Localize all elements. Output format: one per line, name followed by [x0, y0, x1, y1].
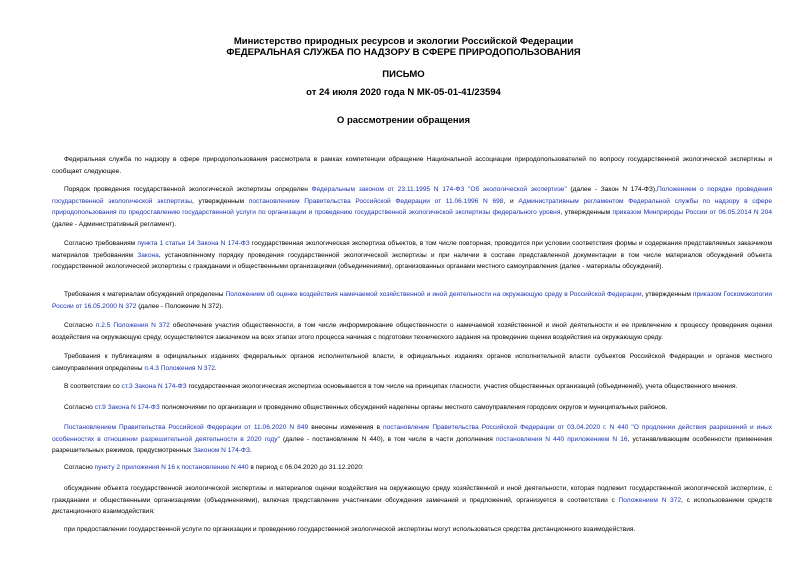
paragraph-text: Согласно [64, 464, 95, 471]
paragraph-text: в период с 06.04.2020 до 31.12.2020: [248, 464, 364, 471]
link-regulation-372[interactable]: Положением N 372 [618, 496, 682, 504]
ministry-title: Министерство природных ресурсов и экологии Российской Федерации [233, 36, 574, 47]
paragraph-text: Согласно [64, 404, 95, 411]
paragraph-10 [52, 462, 772, 474]
paragraph-text: , утвержденным [641, 291, 693, 298]
paragraph-text: , устанавливающим особенности применения разрешительных режимов, предусмотренных [52, 435, 772, 454]
paragraph-text: государственная экологическая экспертиза основывается в том числе на принципах гласности, участия общественных организаций (объединений), учета общественного мнения. [186, 383, 738, 390]
paragraph-1 [52, 154, 772, 177]
link-order-372[interactable]: приказом Госкомэкологии России от 16.05.2000 N 372 [52, 291, 773, 310]
paragraph-text: , установленному порядку проведения государственной экологической экспертизы и при наличии в составе представленной документации в том числе материалов обсуждений объекта государственной экологической экспертизы с гражданами и общественными организациями (объединениями), организованных органами местного самоуправления (далее - материалы обсуждений). [52, 251, 772, 270]
paragraph-text: , и [503, 197, 519, 205]
paragraph-text: , с использованием средств дистанционного взаимодействия; [52, 496, 772, 515]
paragraph-12 [52, 524, 772, 536]
link-law-174fz-short[interactable]: Законом N 174-ФЗ [193, 447, 250, 454]
link-law-174fz[interactable]: Федеральным законом от 23.11.1995 N 174-ФЗ "Об экологической экспертизе" [311, 186, 567, 193]
paragraph-text: Согласно [64, 322, 96, 329]
paragraph-2 [52, 184, 772, 230]
document-type: ПИСЬМО [382, 69, 425, 80]
link-government-decree-698[interactable]: постановлением Правительства Российской Федерации от 11.06.1996 N 698 [248, 197, 504, 205]
paragraph-text: (далее - Закон N 174-ФЗ), [566, 186, 657, 193]
paragraph-text: Федеральная служба по надзору в сфере природопользования рассмотрела в рамках компетенции обращение Национальной ассоциации природопользователей по вопросу государственной экологической экспертизы и сообщает следующее. [52, 156, 772, 175]
paragraph-6 [52, 351, 772, 374]
link-regulation-ovos[interactable]: Положением об оценке воздействия намечаемой хозяйственной и иной деятельности на окружающую среду в Российской Федерации [225, 291, 642, 298]
link-clause-4-3[interactable]: п.4.3 Положения N 372 [144, 364, 215, 372]
paragraph-text: Требования к публикациям в официальных изданиях федеральных органов исполнительной власти, в официальных изданиях органов исполнительной власти субъектов Российской Федерации и органов местного самоуправления определены [52, 353, 772, 372]
paragraph-text: при предоставлении государственной услуги по организации и проведению государственной экологической экспертизы могут использоваться средства дистанционного взаимодействия. [64, 526, 636, 533]
link-law[interactable]: Закона [137, 251, 159, 259]
paragraph-text: (далее - Положение N 372). [136, 302, 224, 310]
link-decree-849[interactable]: Постановлением Правительства Российской Федерации от 11.06.2020 N 849 [64, 424, 309, 431]
link-annex-16-clause-2[interactable]: пункту 2 приложения N 16 к постановлению N 440 [94, 464, 249, 471]
paragraph-text: (далее - Административный регламент). [52, 220, 177, 228]
paragraph-text: В соответствии со [64, 383, 122, 390]
paragraph-3 [52, 238, 772, 273]
paragraph-4 [52, 289, 772, 312]
paragraph-text: обсуждение объекта государственной экологической экспертизы и материалов оценки воздействия на окружающую среду хозяйственной и иной деятельности, которая подлежит государственной экологической экспертизе, с гражданами и общественными организациями (объединениями), включая представление участниками обсуждения замечаний и предложений, организуется в соответствии с [52, 485, 772, 504]
link-clause-2-5[interactable]: п.2.5 Положения N 372 [95, 322, 170, 329]
service-title: ФЕДЕРАЛЬНАЯ СЛУЖБА ПО НАДЗОРУ В СФЕРЕ ПРИРОДОПОЛЬЗОВАНИЯ [226, 47, 581, 58]
paragraph-11 [52, 483, 772, 518]
paragraph-7 [52, 381, 772, 393]
paragraph-text: . [249, 447, 252, 454]
paragraph-9 [52, 422, 772, 457]
link-regulation-gee[interactable]: Положением о порядке проведения государственной экологической экспертизы [52, 186, 773, 205]
link-administrative-regulation[interactable]: Административным регламентом Федеральной службы по надзору в сфере природопользования по предоставлению государственной услуги по организации и проведению государственной экологической экспертизы федерального уровня [52, 197, 772, 216]
paragraph-text: (далее - постановление N 440), в том числе в части дополнения [279, 435, 496, 443]
link-order-204[interactable]: приказом Минприроды России от 06.05.2014 N 204 [612, 209, 773, 216]
paragraph-text: . [214, 364, 217, 372]
document-date-number: от 24 июля 2020 года N МК-05-01-41/23594 [306, 87, 501, 98]
paragraph-5 [52, 320, 772, 343]
paragraph-text: внесены изменения в [308, 424, 384, 431]
paragraph-text: Порядок проведения государственной экологической экспертизы определен [64, 186, 312, 193]
paragraph-text: Требования к материалам обсуждений определены [64, 291, 226, 298]
paragraph-text: государственная экологическая экспертиза объектов, в том числе повторная, проводится при условии соответствия формы и содержания представляемых заказчиком материалов требованиям [52, 240, 772, 259]
link-article-3[interactable]: ст.3 Закона N 174-ФЗ [121, 383, 187, 390]
link-decree-440[interactable]: постановление Правительства Российской Федерации от 03.04.2020 г. N 440 "О продлении действия разрешений и иных особенностях в отношении разрешительной деятельности в 2020 году" [52, 424, 773, 443]
paragraph-text: полномочиями по организации и проведению общественных обсуждений наделены органы местного самоуправления городских округов и муниципальных районов. [159, 404, 668, 411]
document-subject: О рассмотрении обращения [336, 115, 471, 126]
link-article-14[interactable]: пункта 1 статьи 14 Закона N 174-ФЗ [137, 240, 250, 247]
link-decree-440-short[interactable]: постановления N 440 [495, 435, 565, 443]
link-annex-16[interactable]: приложением N 16 [567, 435, 628, 443]
link-article-9[interactable]: ст.9 Закона N 174-ФЗ [94, 404, 160, 411]
paragraph-text: , утвержденным [560, 209, 613, 216]
paragraph-text: Согласно требованиям [64, 240, 138, 247]
paragraph-text: обеспечение участия общественности, в том числе информирование общественности о намечаемой хозяйственной и иной деятельности и ее привлечение к процессу проведения оценки воздействия на окружающую среду, осуществляется заказчиком на всех этапах этого процесса начиная с подготовки технического задания на проведение оценки воздействия на окружающую среду. [52, 322, 772, 341]
paragraph-text: , утвержденным [191, 197, 249, 205]
paragraph-8 [52, 402, 772, 414]
